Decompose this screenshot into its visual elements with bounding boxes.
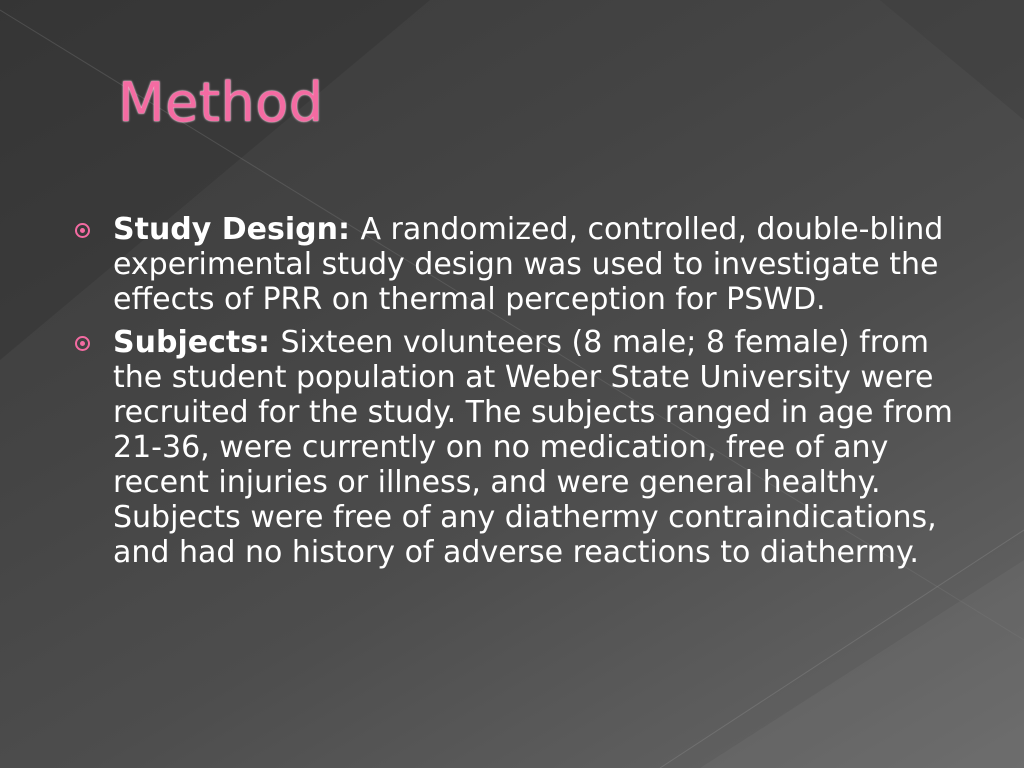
bullet-text: Sixteen volunteers (8 male; 8 female) from the student population at Weber State University were recruited for the study. The subjects ranged in age from 21-36, were currently on no medication, free of any recent injuries or illness, and were general healthy. Subjects were free of any diathermy contraindications, and had no history of adverse reactions to diathermy.: [113, 325, 953, 570]
circle-bullet-icon: [75, 223, 90, 238]
bullet-list: [70, 212, 970, 578]
bullet-study-design: [70, 212, 970, 317]
bullet-text: A randomized, controlled, double-blind experimental study design was used to investigate the effects of PRR on thermal perception for PSWD.: [113, 212, 944, 317]
slide-title: Method: [118, 71, 324, 134]
circle-bullet-icon: [75, 336, 90, 351]
bullet-term: Study Design:: [113, 212, 361, 247]
bullet-subjects: [70, 325, 970, 570]
bullet-term: Subjects:: [113, 325, 281, 360]
